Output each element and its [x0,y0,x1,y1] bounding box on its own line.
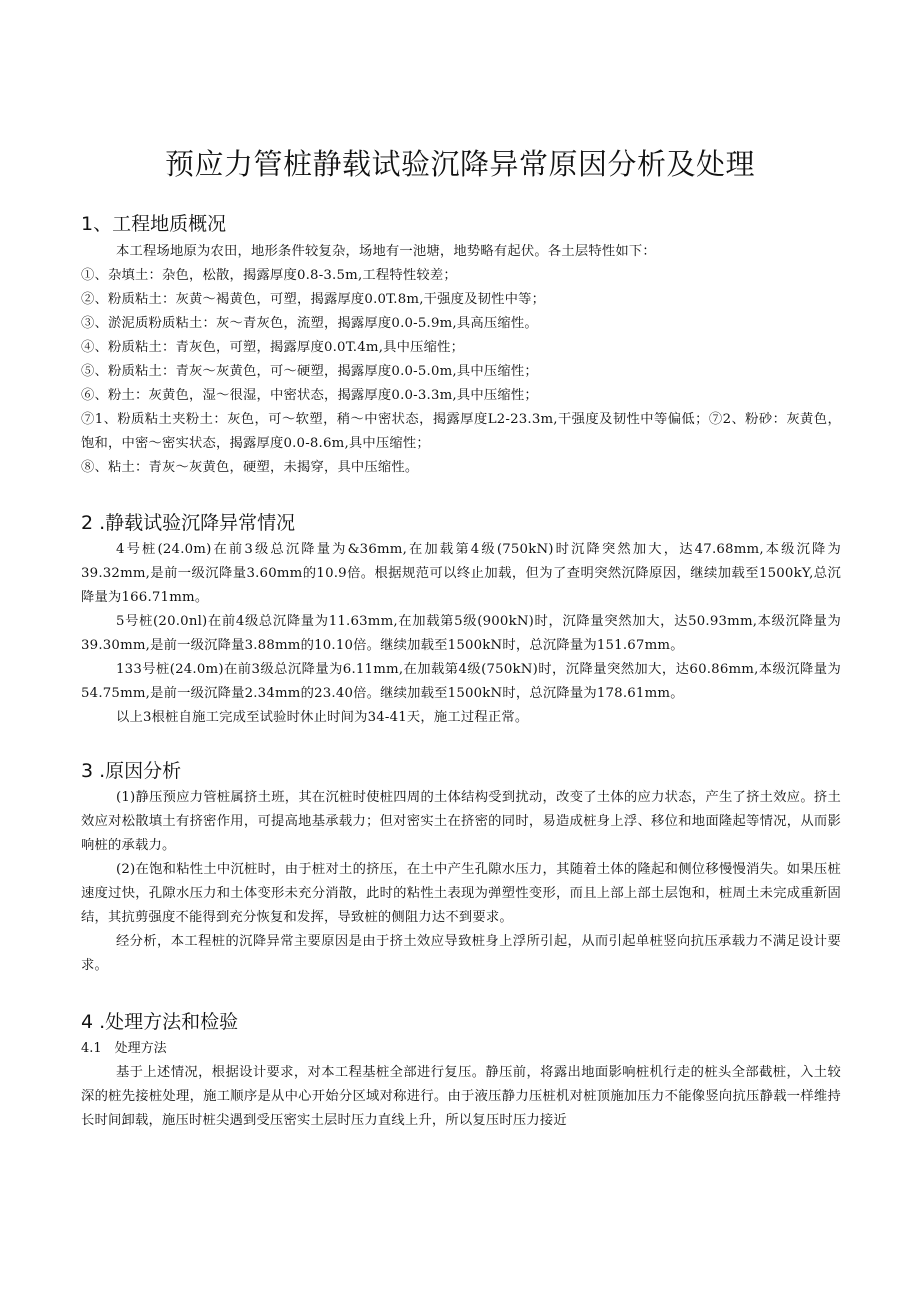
soil-layer-5: ⑤、粉质粘土：青灰～灰黄色，可～硬塑，揭露厚度0.0-5.0m,具中压缩性； [81,364,538,379]
soil-layer-4: ④、粉质粘土：青灰色，可塑，揭露厚度0.0T.4m,具中压缩性； [81,340,465,355]
section-1-intro: 本工程场地原为农田，地形条件较复杂，场地有一池塘，地势略有起伏。各土层特性如下： [116,244,656,259]
pile-4-paragraph: 4号桩(24.0m)在前3级总沉降量为&36mm,在加载第4级(750kN)时沉降突然加大，达47.68mm,本级沉降为39.32mm,是前一级沉降量3.60mm的10.9倍。根据规范可以终止加载，但为了查明突然沉降原因，继续加载至1500kY,总沉降量为166.71mm。 [81,542,841,605]
soil-layer-7: ⑦1、粉质粘土夹粉土：灰色，可～软塑，稍～中密状态，揭露厚度L2-23.3m,干强度及韧性中等偏低；⑦2、粉砂：灰黄色，饱和，中密～密实状态，揭露厚度0.0-8.6m,具中压缩性； [81,412,841,451]
soil-layer-1: ①、杂填土：杂色，松散，揭露厚度0.8-3.5m,工程特性较差； [81,268,457,283]
page-title: 预应力管桩静载试验沉降异常原因分析及处理 [164,147,755,181]
treatment-paragraph: 基于上述情况，根据设计要求，对本工程基桩全部进行复压。静压前，将露出地面影响桩机行走的桩头全部截桩，入土较深的桩先接桩处理，施工顺序是从中心开始分区域对称进行。由于液压静力压桩机对桩顶施加压力不能像竖向抗压静载一样维持长时间卸载，施压时桩尖遇到受压密实土层时压力直线上升，所以复压时压力接近 [81,1065,841,1128]
section-4-heading: 4 .处理方法和检验 [81,1011,239,1033]
section-2-heading: 2 .静载试验沉降异常情况 [81,512,296,534]
cause-2-paragraph: (2)在饱和粘性土中沉桩时，由于桩对土的挤压，在土中产生孔隙水压力，其随着土体的隆起和侧位移慢慢消失。如果压桩速度过快，孔隙水压力和土体变形未充分消散，此时的粘性土表现为弹塑性变形，而且上部上部土层饱和，桩周土未完成重新固结，其抗剪强度不能得到充分恢复和发挥，导致桩的侧阻力达不到要求。 [81,862,841,925]
section-4-body [81,1061,841,1133]
soil-layer-3: ③、淤泥质粉质粘土：灰～青灰色，流塑，揭露厚度0.0-5.9m,具高压缩性。 [81,316,538,331]
section-3-body [81,786,841,978]
subsection-4-1-heading: 4.1 处理方法 [81,1041,167,1056]
cause-1-paragraph: (1)静压预应力管桩属挤土班，其在沉桩时使桩四周的土体结构受到扰动，改变了土体的应力状态，产生了挤土效应。挤土效应对松散填土有挤密作用，可提高地基承载力；但对密实土在挤密的同时，易造成桩身上浮、移位和地面隆起等情况，从而影响桩的承载力。 [81,790,841,853]
section-3-heading: 3 .原因分析 [81,760,182,782]
soil-layer-8: ⑧、粘土：青灰～灰黄色，硬塑，未揭穿，具中压缩性。 [81,460,419,475]
pile-133-paragraph: 133号桩(24.0m)在前3级总沉降量为6.11mm,在加载第4级(750kN)时，沉降量突然加大，达60.86mm,本级沉降量为54.75mm,是前一级沉降量2.34mm的23.40倍。继续加载至1500kN时，总沉降量为178.61mm。 [81,662,841,701]
analysis-conclusion-paragraph: 经分析，本工程桩的沉降异常主要原因是由于挤土效应导致桩身上浮所引起，从而引起单桩竖向抗压承载力不满足设计要求。 [81,934,841,973]
section-1-heading: 1、工程地质概况 [81,213,227,235]
soil-layer-6: ⑥、粉土：灰黄色，湿～很湿，中密状态，揭露厚度0.0-3.3m,具中压缩性； [81,388,538,403]
pile-5-paragraph: 5号桩(20.0nl)在前4级总沉降量为11.63mm,在加载第5级(900kN)时，沉降量突然加大，达50.93mm,本级沉降量为39.30mm,是前一级沉降量3.88mm的10.10倍。继续加载至1500kN时，总沉降量为151.67mm。 [81,614,841,653]
section-1-body [81,240,841,480]
section-2-body [81,538,841,730]
rest-period-paragraph: 以上3根桩自施工完成至试验时休止时间为34-41天，施工过程正常。 [116,710,529,725]
soil-layer-2: ②、粉质粘土：灰黄～褐黄色，可塑，揭露厚度0.0T.8m,干强度及韧性中等； [81,292,546,307]
